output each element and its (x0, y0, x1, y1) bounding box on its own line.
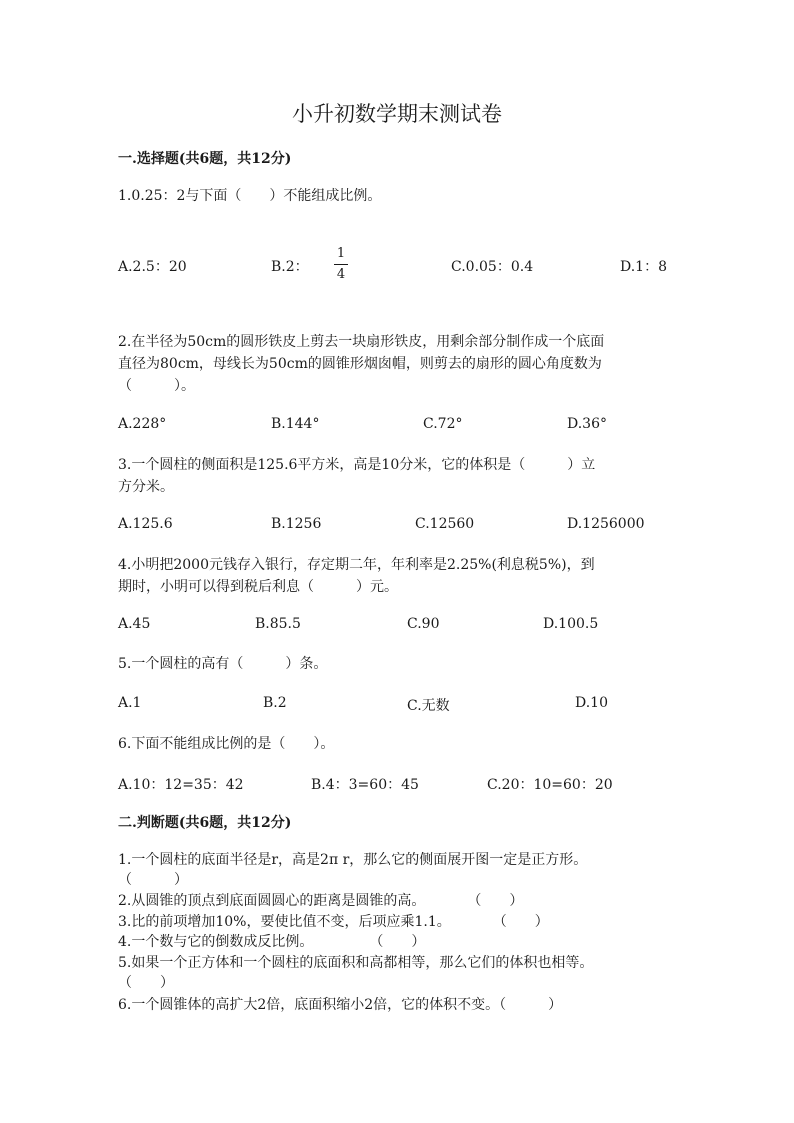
q1-option-b: B.2： (271, 259, 309, 275)
q1-option-b-fraction (334, 246, 348, 283)
question-2-stem-line1: 2.在半径为50cm的圆形铁皮上剪去一块扇形铁皮，用剩余部分制作成一个底面 (118, 334, 605, 350)
judge-line-6: 5.如果一个正方体和一个圆柱的底面积和高都相等，那么它们的体积也相等。 (118, 955, 594, 971)
question-2-stem-line2: 直径为80cm，母线长为50cm的圆锥形烟囱帽，则剪去的扇形的圆心角度数为 (118, 356, 602, 372)
q2-option-c: C.72° (423, 416, 463, 432)
q2-option-d: D.36° (567, 416, 607, 432)
page-title: 小升初数学期末测试卷 (292, 102, 502, 126)
q4-option-d: D.100.5 (543, 616, 599, 632)
q5-option-c: C.无数 (407, 698, 450, 714)
section-heading-judgement: 二.判断题(共6题，共12分) (118, 815, 292, 831)
q6-option-c: C.20：10=60：20 (487, 777, 613, 793)
q4-option-c: C.90 (407, 616, 440, 632)
question-4-stem-line2: 期时，小明可以得到税后利息（ ）元。 (118, 579, 398, 595)
q3-option-d: D.1256000 (567, 516, 645, 532)
judge-line-1: 1.一个圆柱的底面半径是r，高是2π r，那么它的侧面展开图一定是正方形。 (118, 852, 588, 868)
judge-line-7: （ ） (118, 975, 174, 991)
q4-option-b: B.85.5 (255, 616, 301, 632)
q2-option-b: B.144° (271, 416, 320, 432)
q5-option-b: B.2 (263, 695, 287, 711)
question-5-stem: 5.一个圆柱的高有（ ）条。 (118, 656, 328, 672)
q5-option-a: A.1 (118, 695, 142, 711)
question-4-stem-line1: 4.小明把2000元钱存入银行，存定期二年，年利率是2.25%(利息税5%)，到 (118, 557, 595, 573)
judge-line-8: 6.一个圆锥体的高扩大2倍，底面积缩小2倍，它的体积不变。（ ） (118, 997, 563, 1013)
q1-option-a: A.2.5：20 (118, 259, 187, 275)
question-3-stem-line2: 方分米。 (118, 479, 174, 495)
judge-line-2: （ ） (118, 872, 188, 888)
q6-option-b: B.4：3=60：45 (311, 777, 419, 793)
judge-line-4: 3.比的前项增加10%，要使比值不变，后项应乘1.1。 （ ） (118, 914, 549, 930)
question-6-stem: 6.下面不能组成比例的是（ ）。 (118, 736, 335, 752)
fraction-denominator: 4 (336, 267, 346, 282)
section-heading-choice: 一.选择题(共6题，共12分) (118, 151, 292, 167)
judge-line-5: 4.一个数与它的倒数成反比例。 （ ） (118, 934, 426, 950)
q1-option-c: C.0.05：0.4 (451, 259, 534, 275)
q3-option-a: A.125.6 (118, 516, 173, 532)
q3-option-b: B.1256 (271, 516, 322, 532)
question-3-stem-line1: 3.一个圆柱的侧面积是125.6平方米，高是10分米，它的体积是（ ）立 (118, 457, 596, 473)
judge-line-3: 2.从圆锥的顶点到底面圆圆心的距离是圆锥的高。 （ ） (118, 893, 524, 909)
fraction-numerator: 1 (336, 246, 346, 261)
q5-option-d: D.10 (575, 695, 608, 711)
q3-option-c: C.12560 (415, 516, 475, 532)
fraction-bar (334, 264, 348, 265)
question-1-stem: 1.0.25：2与下面（ ）不能组成比例。 (118, 188, 382, 204)
q1-option-d: D.1：8 (620, 259, 667, 275)
q2-option-a: A.228° (118, 416, 167, 432)
q4-option-a: A.45 (118, 616, 151, 632)
question-2-stem-line3: （ ）。 (118, 378, 195, 394)
q6-option-a: A.10：12=35：42 (118, 777, 244, 793)
